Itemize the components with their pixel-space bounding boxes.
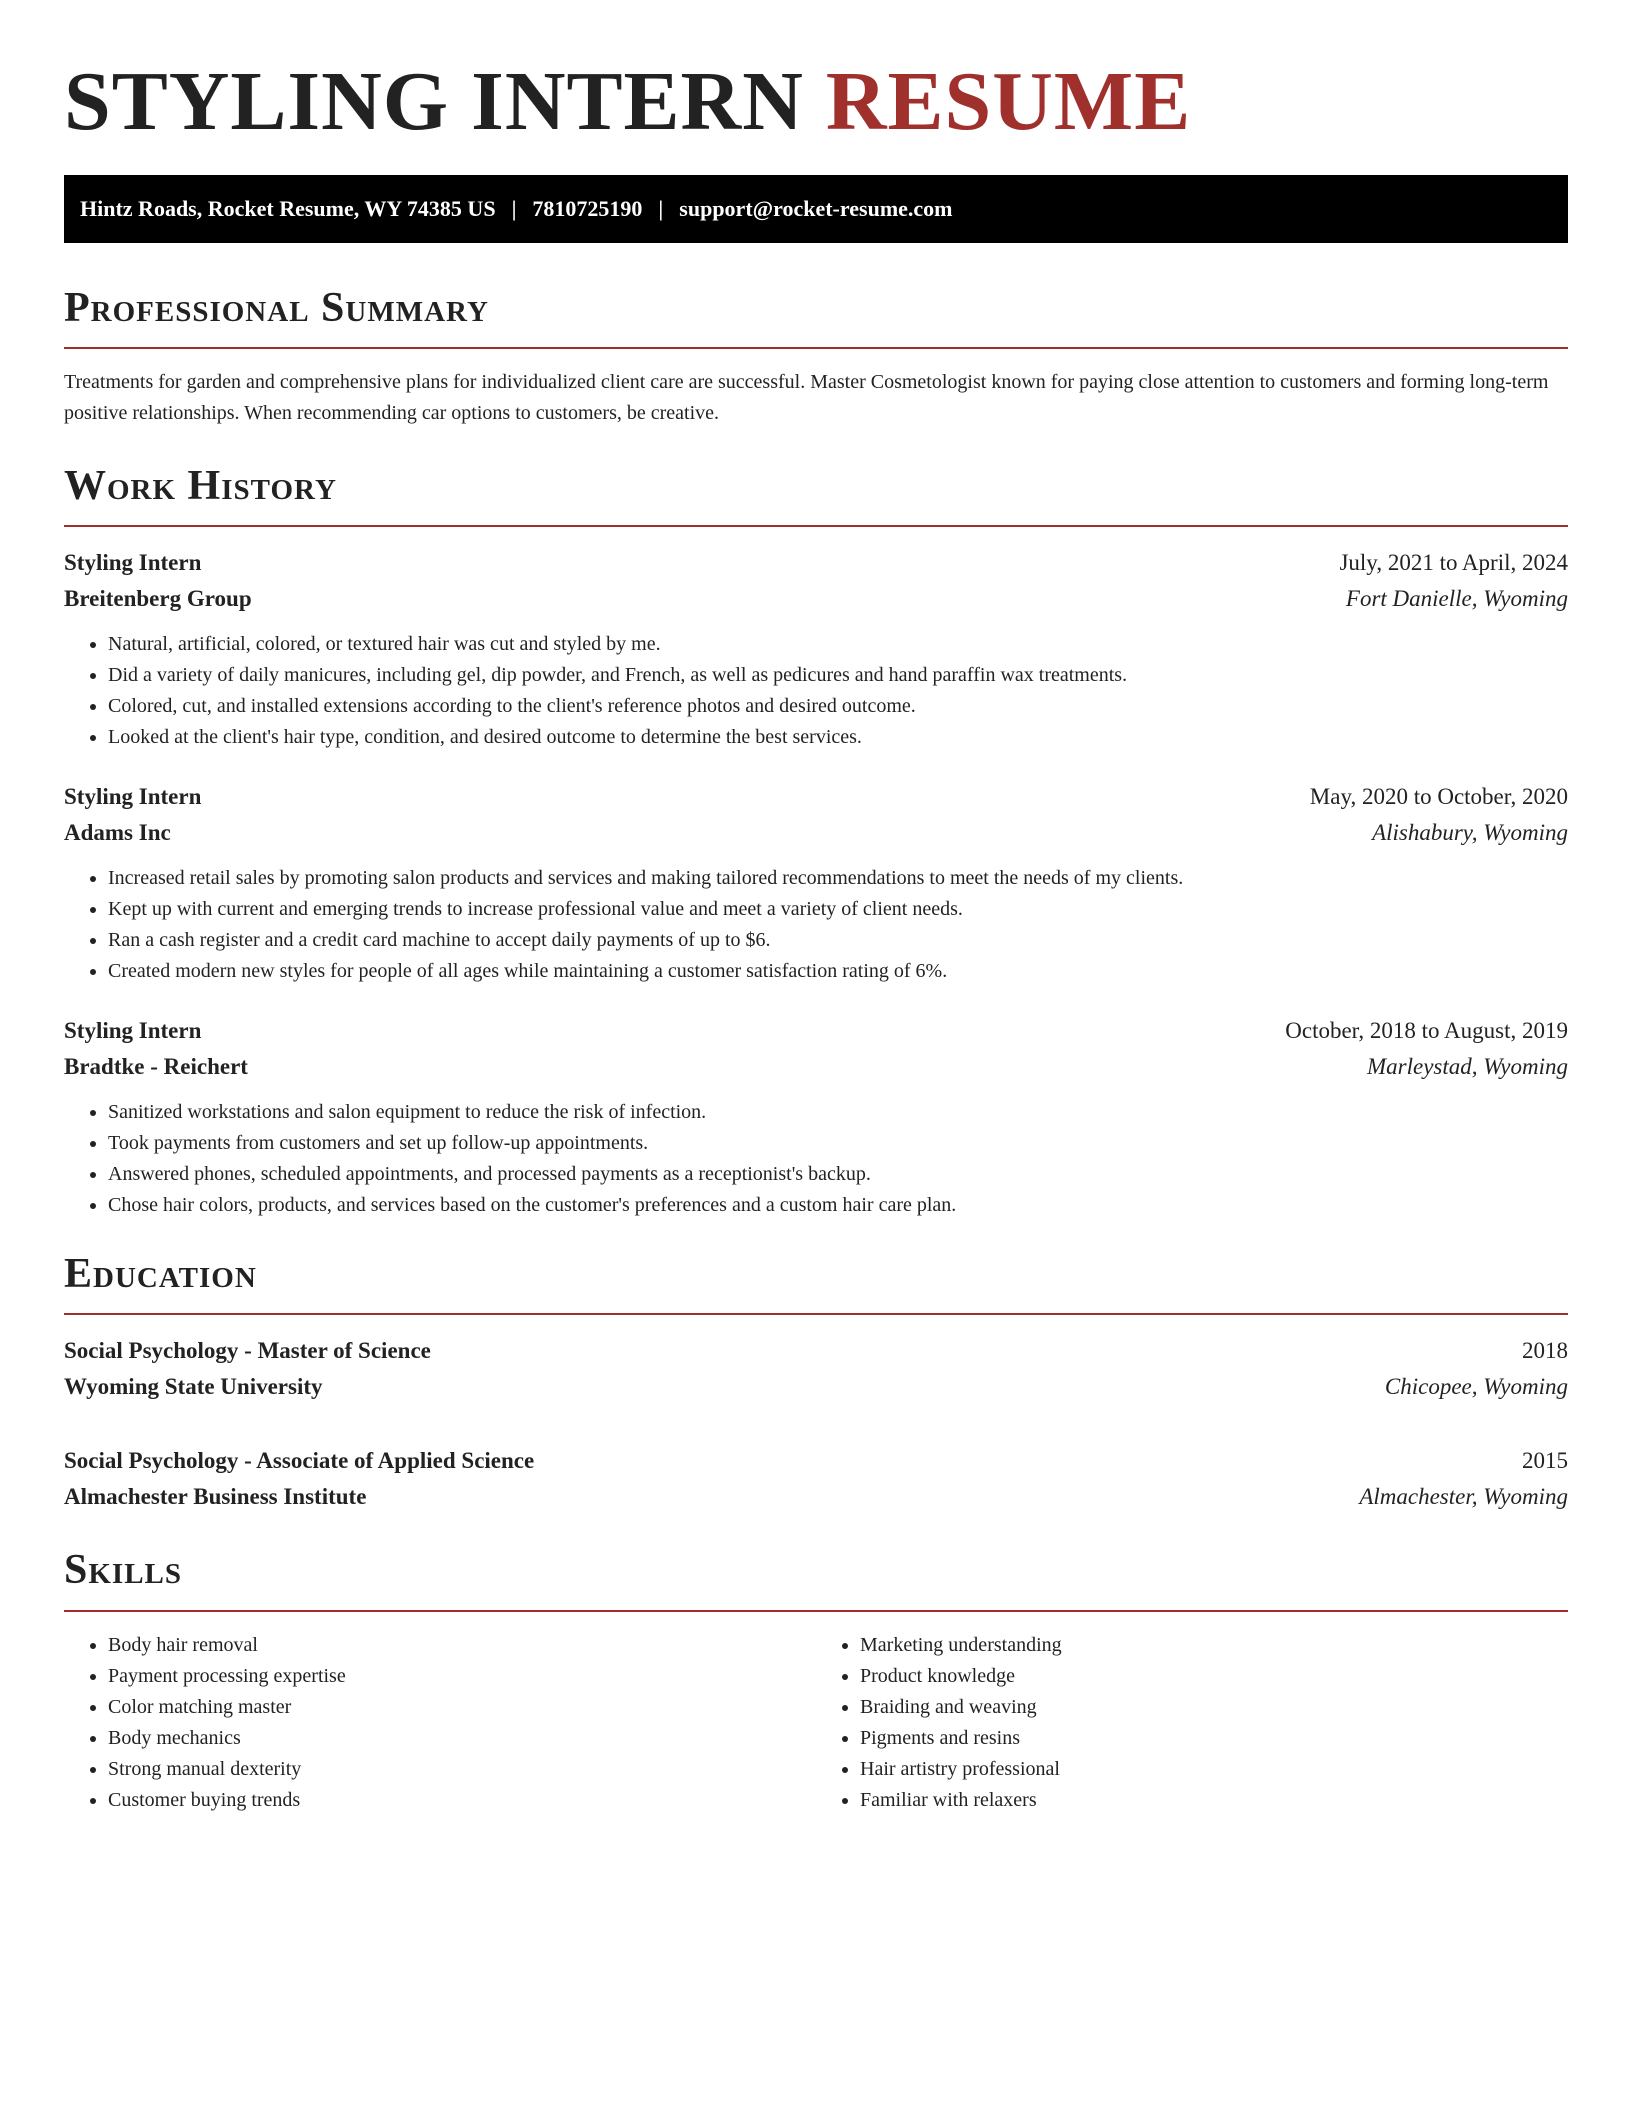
- title-main: STYLING INTERN: [64, 55, 804, 148]
- education-location: Chicopee, Wyoming: [1384, 1374, 1568, 1400]
- job-duty: • Created modern new styles for people of all ages while maintaining a customer satisfaction rating of 6%.: [108, 956, 1568, 987]
- summary-heading: Professional Summary: [64, 284, 489, 331]
- job-duty: • Took payments from customers and set up follow-up appointments.: [108, 1128, 1568, 1159]
- job-duty: • Sanitized workstations and salon equipment to reduce the risk of infection.: [108, 1097, 1568, 1128]
- job-duties: [64, 1097, 1568, 1221]
- job-duty: • Colored, cut, and installed extensions according to the client's reference photos and desired outcome.: [108, 691, 1568, 722]
- education-location: Almachester, Wyoming: [1359, 1484, 1568, 1510]
- job-company: Adams Inc: [64, 820, 171, 846]
- skill-item: • Braiding and weaving: [860, 1692, 1568, 1723]
- skill-item: • Product knowledge: [860, 1661, 1568, 1692]
- education-section: [64, 1251, 1568, 1515]
- skills-section: [64, 1547, 1568, 1815]
- summary-section: [64, 285, 1568, 429]
- skill-item: • Body hair removal: [108, 1630, 816, 1661]
- job-duty: • Natural, artificial, colored, or textured hair was cut and styled by me.: [108, 629, 1568, 660]
- title-accent: RESUME: [825, 55, 1192, 148]
- section-divider: [64, 1610, 1568, 1612]
- contact-separator: |: [658, 195, 664, 221]
- skill-item: • Marketing understanding: [860, 1630, 1568, 1661]
- job-company: Breitenberg Group: [64, 586, 252, 612]
- skills-column-right: [816, 1630, 1568, 1816]
- job-dates: July, 2021 to April, 2024: [1339, 550, 1568, 576]
- job-title: Styling Intern: [64, 1018, 202, 1044]
- section-divider: [64, 525, 1568, 527]
- job-entry: [64, 1013, 1568, 1221]
- education-school: Wyoming State University: [64, 1374, 323, 1400]
- job-duty: • Ran a cash register and a credit card machine to accept daily payments of up to $6.: [108, 925, 1568, 956]
- section-divider: [64, 1313, 1568, 1315]
- skill-item: • Familiar with relaxers: [860, 1785, 1568, 1816]
- skill-item: • Pigments and resins: [860, 1723, 1568, 1754]
- job-duties: [64, 863, 1568, 987]
- job-dates: May, 2020 to October, 2020: [1309, 784, 1568, 810]
- job-title: Styling Intern: [64, 784, 202, 810]
- job-location: Alishabury, Wyoming: [1372, 820, 1568, 846]
- job-duty: • Did a variety of daily manicures, including gel, dip powder, and French, as well as pedicures and hand paraffin wax treatments.: [108, 660, 1568, 691]
- contact-bar: [64, 175, 1568, 243]
- job-entry: [64, 779, 1568, 987]
- job-entry: [64, 545, 1568, 753]
- education-heading: Education: [64, 1251, 257, 1298]
- job-location: Marleystad, Wyoming: [1366, 1054, 1568, 1080]
- skill-item: • Strong manual dexterity: [108, 1754, 816, 1785]
- education-degree: Social Psychology - Associate of Applied Science: [64, 1448, 535, 1474]
- education-entry: [64, 1333, 1568, 1405]
- job-location: Fort Danielle, Wyoming: [1345, 586, 1568, 612]
- education-school: Almachester Business Institute: [64, 1484, 367, 1510]
- skills-heading: Skills: [64, 1547, 183, 1594]
- summary-text: Treatments for garden and comprehensive plans for individualized client care are successful. Master Cosmetologist known for paying close attention to customers and forming long-term positive relationships. When recommending car options to customers, be creative.: [64, 370, 1549, 424]
- job-duty: • Kept up with current and emerging trends to increase professional value and meet a variety of client needs.: [108, 894, 1568, 925]
- skill-item: • Hair artistry professional: [860, 1754, 1568, 1785]
- work-history-section: [64, 463, 1568, 1221]
- education-degree: Social Psychology - Master of Science: [64, 1338, 431, 1364]
- education-year: 2015: [1522, 1448, 1568, 1474]
- education-year: 2018: [1522, 1338, 1568, 1364]
- section-divider: [64, 347, 1568, 349]
- work-history-heading: Work History: [64, 462, 337, 509]
- contact-email: support@rocket-resume.com: [679, 195, 953, 221]
- skills-column-left: [64, 1630, 816, 1816]
- job-duty: • Looked at the client's hair type, condition, and desired outcome to determine the best services.: [108, 722, 1568, 753]
- contact-separator: |: [511, 195, 517, 221]
- contact-address: Hintz Roads, Rocket Resume, WY 74385 US: [80, 195, 496, 221]
- job-dates: October, 2018 to August, 2019: [1285, 1018, 1568, 1044]
- skill-item: • Color matching master: [108, 1692, 816, 1723]
- job-duty: • Increased retail sales by promoting salon products and services and making tailored recommendations to meet the needs of my clients.: [108, 863, 1568, 894]
- resume-title: [64, 52, 1568, 153]
- education-entry: [64, 1443, 1568, 1515]
- job-title: Styling Intern: [64, 550, 202, 576]
- skill-item: • Body mechanics: [108, 1723, 816, 1754]
- skills-list: [64, 1630, 1568, 1816]
- skill-item: • Customer buying trends: [108, 1785, 816, 1816]
- job-company: Bradtke - Reichert: [64, 1054, 248, 1080]
- job-duties: [64, 629, 1568, 753]
- job-duty: • Chose hair colors, products, and services based on the customer's preferences and a custom hair care plan.: [108, 1190, 1568, 1221]
- job-duty: • Answered phones, scheduled appointments, and processed payments as a receptionist's backup.: [108, 1159, 1568, 1190]
- skill-item: • Payment processing expertise: [108, 1661, 816, 1692]
- contact-phone: 7810725190: [532, 195, 643, 221]
